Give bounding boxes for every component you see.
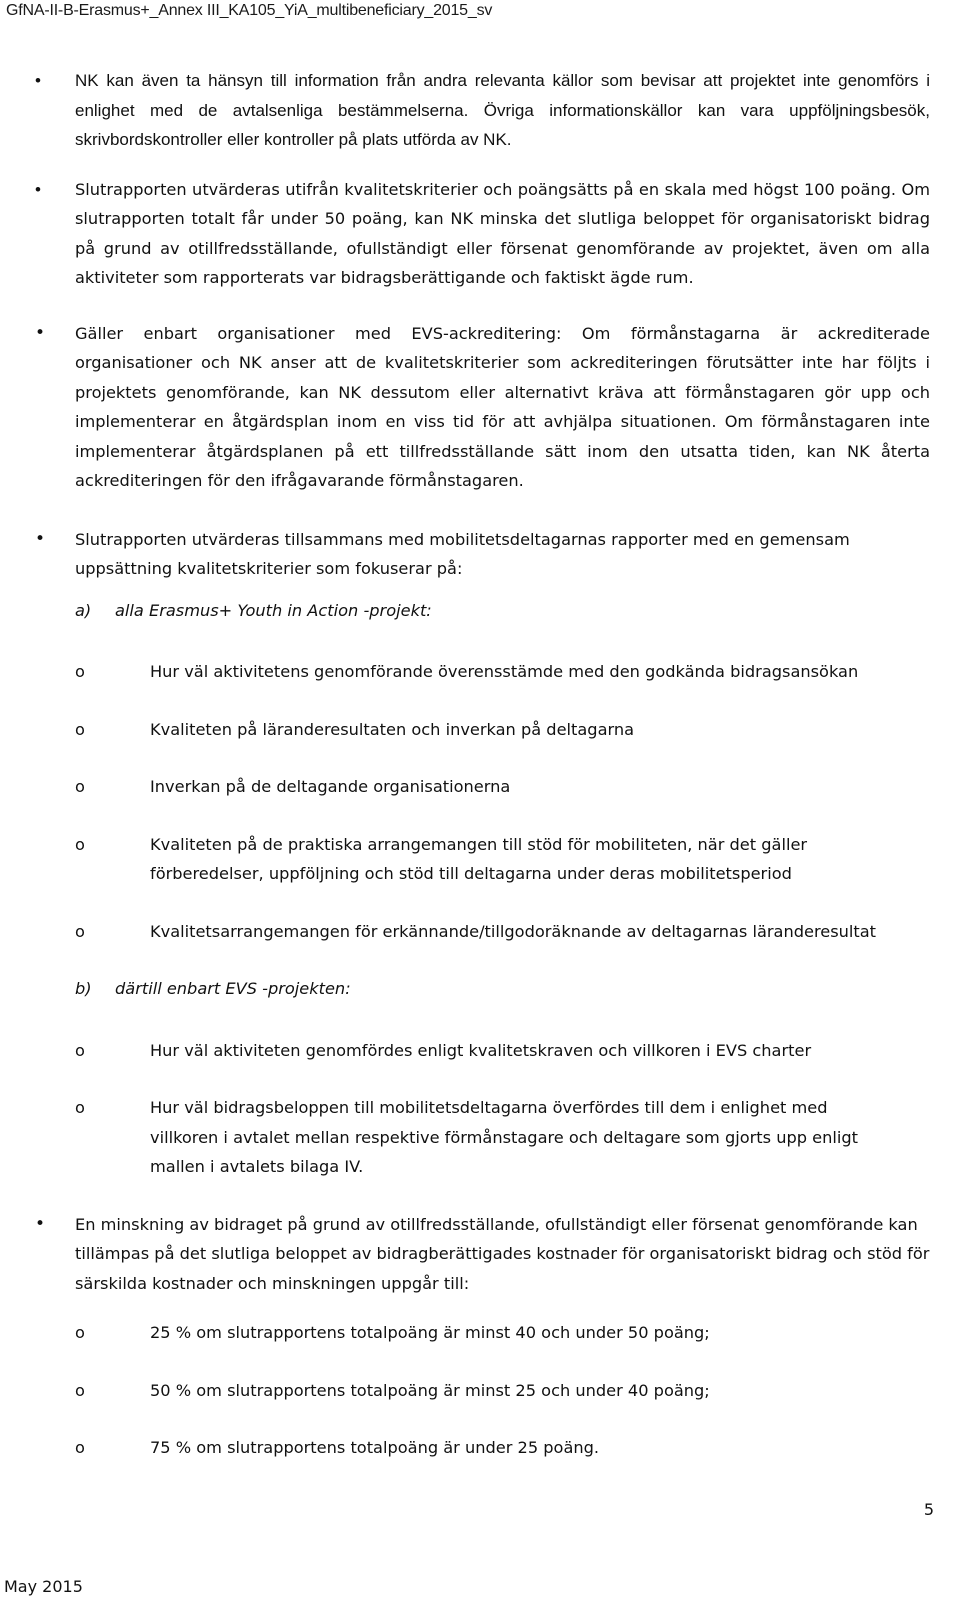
- sub-item-text: Kvalitetsarrangemangen för erkännande/tillgodoräknande av deltagarnas läranderesultat: [150, 921, 877, 941]
- list-item: [0, 319, 960, 496]
- bullet-icon: •: [35, 1213, 46, 1234]
- paragraph-text: Slutrapporten utvärderas tillsammans med mobilitetsdeltagarnas rapporter med en gemensam uppsättning kvalitetskriterier som fokuserar på:: [75, 529, 850, 578]
- circle-bullet-icon: o: [75, 1323, 85, 1342]
- sub-item-text: Kvaliteten på de praktiska arrangemangen till stöd för mobiliteten, när det gäller förberedelser, uppföljning och stöd till deltagarna under deras mobilitetsperiod: [150, 834, 808, 883]
- sub-list-item: [0, 657, 960, 687]
- sub-list-item: [0, 1093, 960, 1182]
- document-header: GfNA-II-B-Erasmus+_Annex III_KA105_YiA_multibeneficiary_2015_sv: [6, 2, 493, 19]
- circle-bullet-icon: o: [75, 719, 85, 739]
- section-label: b): [75, 979, 92, 998]
- sub-list-item: [0, 772, 960, 802]
- sub-item-text: Kvaliteten på läranderesultaten och inverkan på deltagarna: [150, 719, 635, 739]
- section-title: alla Erasmus+ Youth in Action -projekt:: [115, 600, 432, 620]
- document-body: [0, 66, 960, 1491]
- sub-list-item: [0, 1318, 960, 1348]
- circle-bullet-icon: o: [75, 921, 85, 941]
- sub-item-text: Inverkan på de deltagande organisationerna: [150, 777, 511, 796]
- footer-date: May 2015: [4, 1577, 83, 1596]
- sub-list-item: [0, 830, 960, 889]
- list-item: [0, 1210, 960, 1299]
- sub-list-item: [0, 1036, 960, 1066]
- bullet-icon: •: [35, 528, 46, 549]
- list-item: [0, 66, 960, 155]
- paragraph-text: En minskning av bidraget på grund av otillfredsställande, ofullständigt eller försenat genomförande kan tillämpas på det slutliga beloppet av bidragberättigades kostnader för organisatoriskt bidrag och stöd för särskilda kostnader och minskningen uppgår till:: [75, 1214, 930, 1293]
- sub-item-text: 50 % om slutrapportens totalpoäng är minst 25 och under 40 poäng;: [150, 1380, 710, 1400]
- circle-bullet-icon: o: [75, 662, 85, 681]
- list-item: [0, 525, 960, 584]
- paragraph-text: Gäller enbart organisationer med EVS-ackreditering: Om förmånstagarna är ackrediterade organisationer och NK anser att de kvalitetskriterier som ackrediteringen förutsätter inte har följts i projektets genomförande, kan NK dessutom eller alternativt kräva att förmånstagaren gör upp och implementerar en åtgärdsplan inom en viss tid för att avhjälpa situationen. Om förmånstagaren inte implementerar åtgärdsplanen på ett tillfredsställande sätt inom den utsatta tiden, kan NK återta ackrediteringen för den ifrågavarande förmånstagaren.: [75, 323, 930, 490]
- sub-list-item: [0, 1376, 960, 1406]
- sub-list-item: [0, 917, 960, 947]
- sub-item-text: 25 % om slutrapportens totalpoäng är minst 40 och under 50 poäng;: [150, 1323, 710, 1342]
- page-number: 5: [923, 1500, 934, 1519]
- circle-bullet-icon: o: [75, 777, 85, 796]
- circle-bullet-icon: o: [75, 1098, 85, 1117]
- sub-list-item: [0, 1433, 960, 1463]
- paragraph-text: NK kan även ta hänsyn till information från andra relevanta källor som bevisar att projektet inte genomförs i enlighet med de avtalsenliga bestämmelserna. Övriga informationskällor kan vara uppföljningsbesök, skrivbordskontroller eller kontroller på plats utförda av NK.: [75, 71, 930, 149]
- circle-bullet-icon: o: [75, 834, 85, 854]
- circle-bullet-icon: o: [75, 1380, 85, 1400]
- sub-item-text: Hur väl bidragsbeloppen till mobilitetsdeltagarna överfördes till dem i enlighet med villkoren i avtalet mellan respektive förmånstagare och deltagare som gjorts upp enligt mallen i avtalets bilaga IV.: [150, 1098, 858, 1176]
- paragraph-text: Slutrapporten utvärderas utifrån kvalitetskriterier och poängsätts på en skala med högst 100 poäng. Om slutrapporten totalt får under 50 poäng, kan NK minska det slutliga beloppet för organisatoriskt bidrag på grund av otillfredsställande, ofullständigt eller försenat genomförande av projektet, även om alla aktiviteter som rapporterats var bidragsberättigande och faktiskt ägde rum.: [75, 179, 930, 287]
- list-item: [0, 175, 960, 293]
- bullet-icon: •: [35, 71, 41, 90]
- bullet-icon: •: [35, 322, 46, 343]
- sub-list-item: [0, 715, 960, 745]
- sub-item-text: Hur väl aktiviteten genomfördes enligt kvalitetskraven och villkoren i EVS charter: [150, 1040, 812, 1060]
- circle-bullet-icon: o: [75, 1438, 85, 1457]
- circle-bullet-icon: o: [75, 1040, 85, 1060]
- section-b-heading: [0, 974, 960, 1004]
- bullet-icon: •: [35, 179, 41, 199]
- sub-item-text: Hur väl aktivitetens genomförande överensstämde med den godkända bidragsansökan: [150, 662, 859, 681]
- section-label: a): [75, 600, 92, 620]
- section-title: därtill enbart EVS -projekten:: [115, 979, 351, 998]
- section-a-heading: [0, 596, 960, 626]
- sub-item-text: 75 % om slutrapportens totalpoäng är under 25 poäng.: [150, 1438, 600, 1457]
